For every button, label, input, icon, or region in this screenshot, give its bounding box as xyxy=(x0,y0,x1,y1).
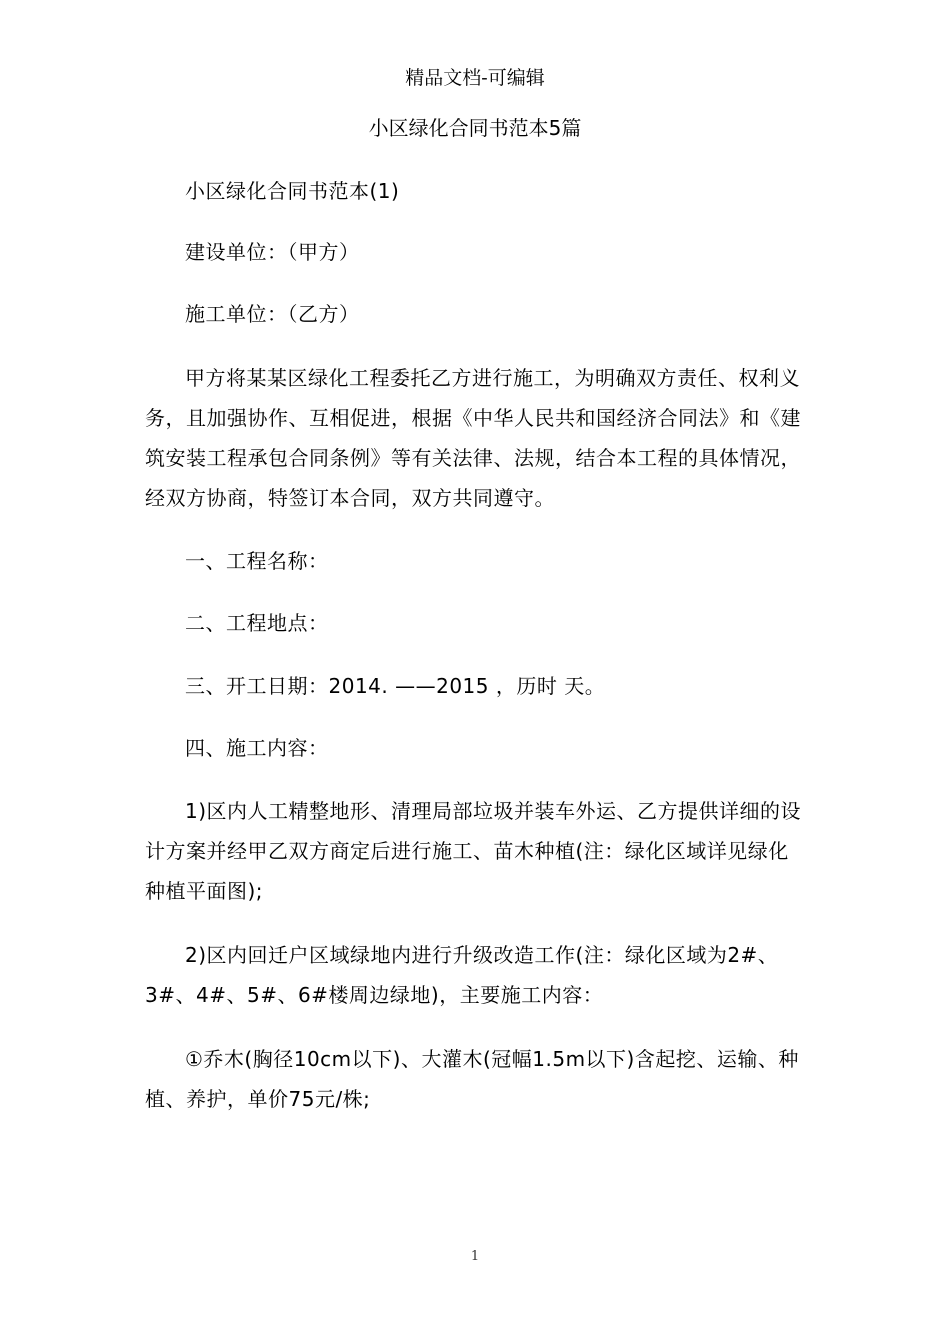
page-number: 1 xyxy=(470,1249,480,1264)
paragraph-party-a: 建设单位：（甲方） xyxy=(185,240,360,264)
paragraph-item-2-1: ①乔木(胸径10cm以下)、大灌木(冠幅1.5m以下)含起挖、运输、种植、养护，单价75元/株; xyxy=(145,1047,799,1111)
paragraph-start-date: 三、开工日期：2014. ——2015 ，历时 天。 xyxy=(185,674,606,698)
section-heading: 小区绿化合同书范本(1) xyxy=(185,179,400,203)
paragraph-project-location: 二、工程地点： xyxy=(185,611,329,635)
paragraph-item-1: 1)区内人工精整地形、清理局部垃圾并装车外运、乙方提供详细的设计方案并经甲乙双方商定后进行施工、苗木种植(注：绿化区域详见绿化种植平面图); xyxy=(145,799,802,903)
paragraph-project-name: 一、工程名称： xyxy=(185,549,329,573)
document-title: 小区绿化合同书范本5篇 xyxy=(368,116,582,140)
page-header: 精品文档-可编辑 xyxy=(405,67,545,89)
paragraph-party-b: 施工单位：（乙方） xyxy=(185,302,360,326)
paragraph-item-2: 2)区内回迁户区域绿地内进行升级改造工作(注：绿化区域为2#、3#、4#、5#、6#楼周边绿地)，主要施工内容： xyxy=(145,943,779,1007)
paragraph-preamble: 甲方将某某区绿化工程委托乙方进行施工，为明确双方责任、权利义务，且加强协作、互相促进，根据《中华人民共和国经济合同法》和《建筑安装工程承包合同条例》等有关法律、法规，结合本工程的具体情况，经双方协商，特签订本合同，双方共同遵守。 xyxy=(145,366,801,510)
paragraph-work-content: 四、施工内容： xyxy=(185,736,329,760)
